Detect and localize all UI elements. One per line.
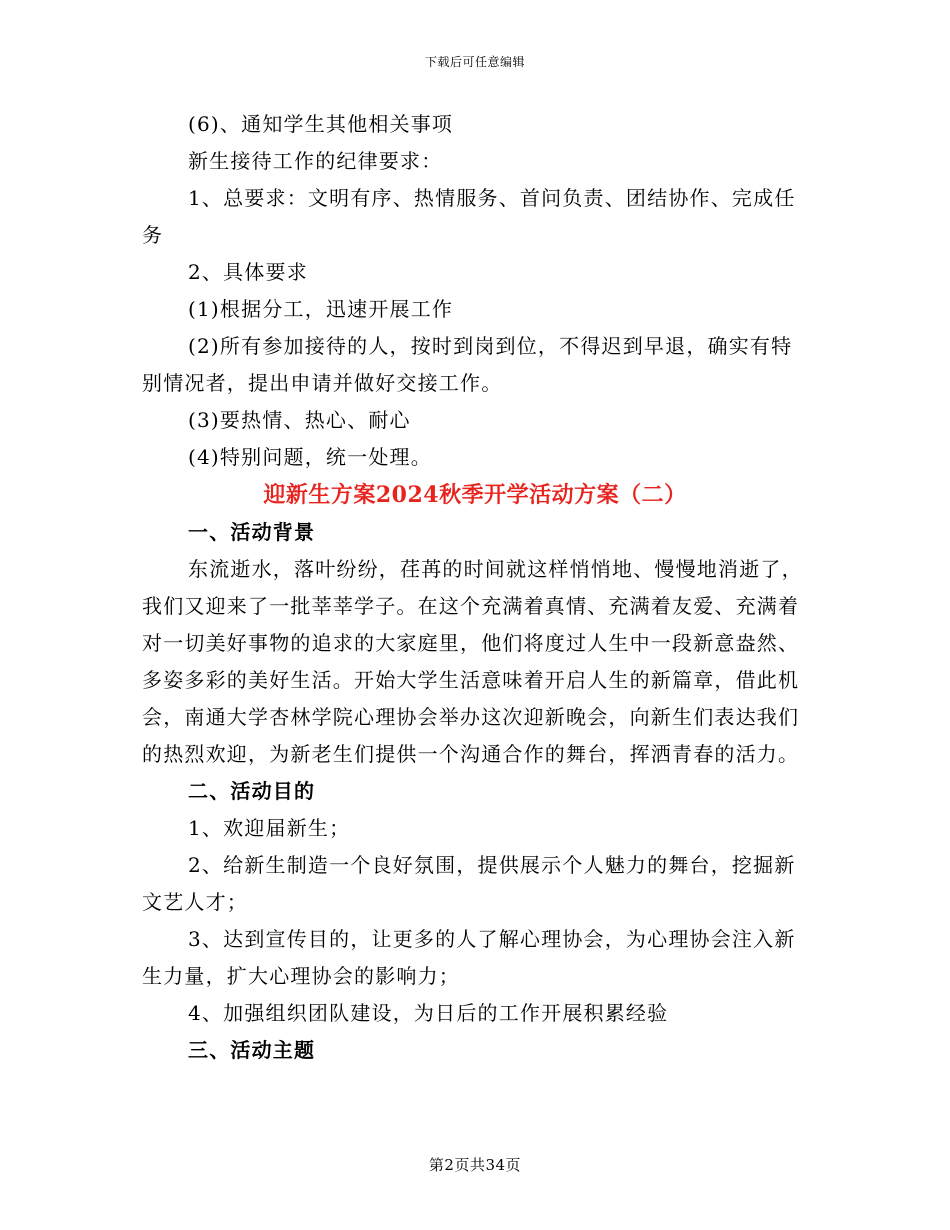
paragraph-item-3: (3)要热情、热心、耐心 xyxy=(188,408,411,432)
section-title: 迎新生方案2024秋季开学活动方案（二） xyxy=(263,482,687,508)
paragraph-item-2: (2)所有参加接待的人，按时到岗到位，不得迟到早退，确实有特别情况者，提出申请并做好交接工作。 xyxy=(142,334,793,395)
paragraph-notify: (6)、通知学生其他相关事项 xyxy=(188,112,454,136)
heading-purpose: 二、活动目的 xyxy=(188,779,316,803)
paragraph-general-requirement: 1、总要求：文明有序、热情服务、首问负责、团结协作、完成任务 xyxy=(142,186,796,247)
paragraph-purpose-4: 4、加强组织团队建设，为日后的工作开展积累经验 xyxy=(188,1001,669,1025)
paragraph-specific-requirement: 2、具体要求 xyxy=(188,260,308,284)
paragraph-item-4: (4)特别问题，统一处理。 xyxy=(188,445,432,469)
paragraph-item-1: (1)根据分工，迅速开展工作 xyxy=(188,297,454,321)
heading-theme: 三、活动主题 xyxy=(188,1038,316,1062)
paragraph-background: 东流逝水，落叶纷纷，荏苒的时间就这样悄悄地、慢慢地消逝了，我们又迎来了一批莘莘学子。在这个充满着真情、充满着友爱、充满着对一切美好事物的追求的大家庭里，他们将度过人生中一段新意盎然、多姿多彩的美好生活。开始大学生活意味着开启人生的新篇章，借此机会，南通大学杏林学院心理协会举办这次迎新晚会，向新生们表达我们的热烈欢迎，为新老生们提供一个沟通合作的舞台，挥洒青春的活力。 xyxy=(142,557,803,766)
paragraph-discipline: 新生接待工作的纪律要求： xyxy=(188,149,443,173)
paragraph-purpose-1: 1、欢迎届新生； xyxy=(188,816,351,840)
page-header: 下载后可任意编辑 xyxy=(424,55,525,69)
page-footer: 第2页共34页 xyxy=(428,1156,522,1174)
paragraph-purpose-2: 2、给新生制造一个良好氛围，提供展示个人魅力的舞台，挖掘新文艺人才； xyxy=(142,853,796,914)
heading-background: 一、活动背景 xyxy=(188,520,316,544)
document-body xyxy=(142,106,808,1069)
paragraph-purpose-3: 3、达到宣传目的，让更多的人了解心理协会，为心理协会注入新生力量，扩大心理协会的影响力； xyxy=(142,927,796,988)
